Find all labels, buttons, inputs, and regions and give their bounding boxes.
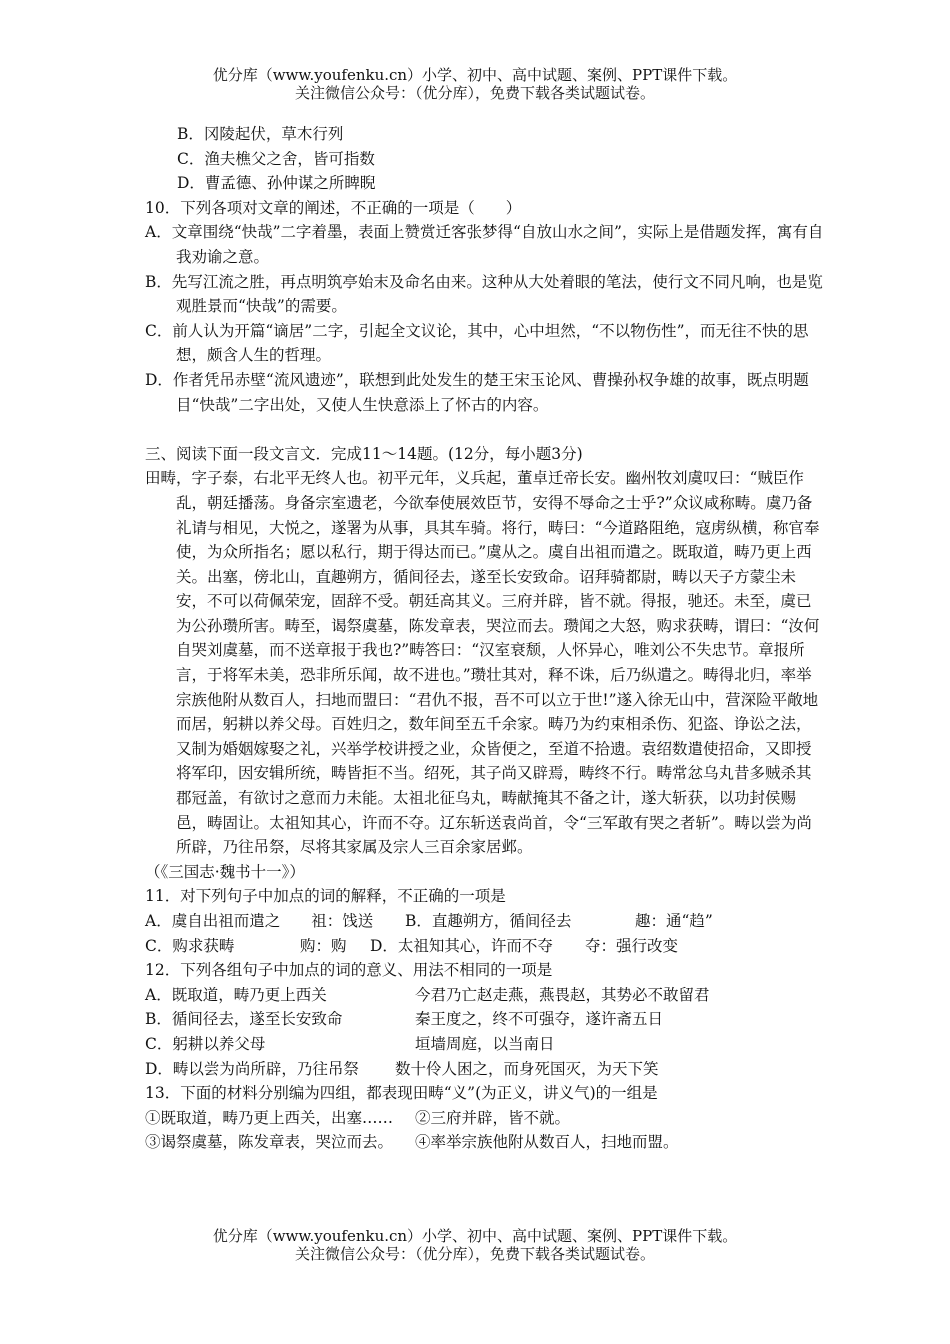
q13-items-row-2: [145, 1130, 825, 1155]
q12-option-c-right: 垣墙周庭，以当南日: [415, 1034, 555, 1053]
header-line-1: 优分库（www.youfenku.cn）小学、初中、高中试题、案例、PPT课件下载。: [212, 66, 738, 84]
q13-items-row-1: [145, 1106, 825, 1131]
q12-option-d: [145, 1057, 825, 1082]
q11-options-row-2: [145, 934, 825, 959]
footer-line-2: 关注微信公众号：（优分库），免费下载各类试题试卷。: [294, 1245, 655, 1263]
q12-option-b-left: B．循间径去，遂至长安致命: [145, 1010, 343, 1029]
page-footer: [0, 1227, 950, 1263]
q9-option-d: D．曹孟德、孙仲谋之所睥睨: [177, 174, 376, 193]
q13-item-2: ②三府并辟，皆不就。: [415, 1108, 571, 1127]
footer-line-1: 优分库（www.youfenku.cn）小学、初中、高中试题、案例、PPT课件下载。: [212, 1227, 738, 1245]
header-line-2: 关注微信公众号：（优分库），免费下载各类试题试卷。: [294, 84, 655, 102]
q11-option-c: C．购求获畴: [145, 936, 235, 955]
q11-option-d-gloss: 夺：强行改变: [585, 936, 679, 955]
q12-option-d-left: D．畴以尝为尚所辟，乃往吊祭: [145, 1059, 359, 1078]
q9-option-b: B．冈陵起伏，草木行列: [177, 125, 344, 143]
q13-item-3: ③谒祭虞墓，陈发章表，哭泣而去。: [145, 1133, 394, 1152]
q12-option-c-left: C．躬耕以养父母: [145, 1034, 266, 1053]
q10-option-d: D．作者凭吊赤壁“流风遗迹”，联想到此处发生的楚王宋玉论风、曹操孙权争雄的故事，既点明题目“快哉”二字出处，又使人生快意添上了怀古的内容。: [145, 370, 809, 414]
q12-option-a-left: A．既取道，畴乃更上西关: [145, 985, 327, 1004]
q13-stem: 13．下面的材料分别编为四组，都表现田畴“义”(为正义，讲义气)的一组是: [145, 1084, 658, 1103]
q12-option-d-right: 数十伶人困之，而身死国灭，为天下笑: [395, 1059, 659, 1078]
q11-option-d: D．太祖知其心，许而不夺: [370, 936, 553, 955]
q11-option-a: A．虞自出祖而遣之 祖：饯送: [145, 912, 374, 930]
q13-item-4: ④率举宗族他附从数百人，扫地而盟。: [415, 1133, 679, 1152]
q10-option-a: A．文章围绕“快哉”二字着墨，表面上赞赏迁客张梦得“自放山水之间”，实际上是借题发挥，寓有自我劝谕之意。: [145, 223, 824, 266]
q11-options-row-1: [145, 909, 825, 934]
q11-option-c-gloss: 购：购: [300, 936, 347, 955]
page-header: [0, 66, 950, 102]
q10-option-b: B．先写江流之胜，再点明筑亭始末及命名由来。这种从大处着眼的笔法，使行文不同凡响，也是览观胜景而“快哉”的需要。: [145, 272, 823, 316]
q12-option-b-right: 秦王度之，终不可强夺，遂许斋五日: [415, 1010, 664, 1029]
q10-stem: 10．下列各项对文章的阐述，不正确的一项是（ ）: [145, 198, 522, 217]
q13-item-1: ①既取道，畴乃更上西关，出塞……: [145, 1108, 394, 1127]
classical-passage: 田畴，字子泰，右北平无终人也。初平元年，义兵起，董卓迁帝长安。幽州牧刘虞叹曰：“贼臣作乱，朝廷播荡。身备宗室遗老，今欲奉使展效臣节，安得不辱命之士乎?”众议咸称畴。虞乃备礼请与相见，大悦之，遂署为从事，具其车骑。将行，畴曰：“今道路阻绝，寇虏纵横，称官奉使，为众所指名；愿以私行，期于得达而已。”虞从之。虞自出祖而遣之。既取道，畴乃更上西关。出塞，傍北山，直趣朔方，循间径去，遂至长安致命。诏拜骑都尉，畴以天子方蒙尘未安，不可以荷佩荣宠，固辞不受。朝廷高其义。三府并辟，皆不就。得报，驰还。未至，虞已为公孙瓒所害。畴至，谒祭虞墓，陈发章表，哭泣而去。瓒闻之大怒，购求获畴，谓曰：“汝何自哭刘虞墓，而不送章报于我也?”畴答曰：“汉室衰颓，人怀异心，唯刘公不失忠节。章报所言，于将军未美，恐非所乐闻，故不进也。”瓒壮其对，释不诛，后乃纵遣之。畴得北归，率举宗族他附从数百人，扫地而盟曰：“君仇不报，吾不可以立于世!”遂入徐无山中，营深险平敞地而居，躬耕以养父母。百姓归之，数年间至五千余家。畴乃为约束相杀伤、犯盗、诤讼之法，又制为婚姻嫁娶之礼，兴举学校讲授之业，众皆便之，至道不拾遗。袁绍数遣使招命，又即授将军印，因安辑所统，畴皆拒不当。绍死，其子尚又辟焉，畴终不行。畴常忿乌丸昔多贼杀其郡冠盖，有欲讨之意而力未能。太祖北征乌丸，畴献掩其不备之计，遂大斩获，以功封侯赐邑，畴固让。太祖知其心，许而不夺。辽东斩送袁尚首，令“三军敢有哭之者斩”。畴以尝为尚所辟，乃往吊祭，尽将其家属及宗人三百余家居邺。: [145, 469, 820, 857]
q12-option-b: [145, 1007, 825, 1032]
document-body: [145, 122, 825, 1155]
q11-option-b-gloss: 趣：通“趋”: [635, 912, 713, 930]
q12-option-a-right: 今君乃亡赵走燕，燕畏赵，其势必不敢留君: [415, 985, 710, 1004]
section-3-heading: 三、阅读下面一段文言文．完成11～14题。(12分，每小题3分): [145, 444, 583, 463]
q11-option-b: B．直趣朔方，循间径去: [405, 912, 572, 930]
spacer: [145, 417, 825, 442]
q12-option-a: [145, 983, 825, 1008]
q10-option-c: C．前人认为开篇“谪居”二字，引起全文议论，其中，心中坦然，“不以物伤性”，而无往不快的思想，颇含人生的哲理。: [145, 321, 809, 365]
q12-option-c: [145, 1032, 825, 1057]
q11-stem: 11．对下列句子中加点的词的解释，不正确的一项是: [145, 887, 506, 906]
q12-stem: 12．下列各组句子中加点的词的意义、用法不相同的一项是: [145, 961, 553, 980]
passage-source: （《三国志·魏书十一》）: [145, 862, 305, 881]
q9-option-c: C．渔夫樵父之舍，皆可指数: [177, 149, 375, 168]
